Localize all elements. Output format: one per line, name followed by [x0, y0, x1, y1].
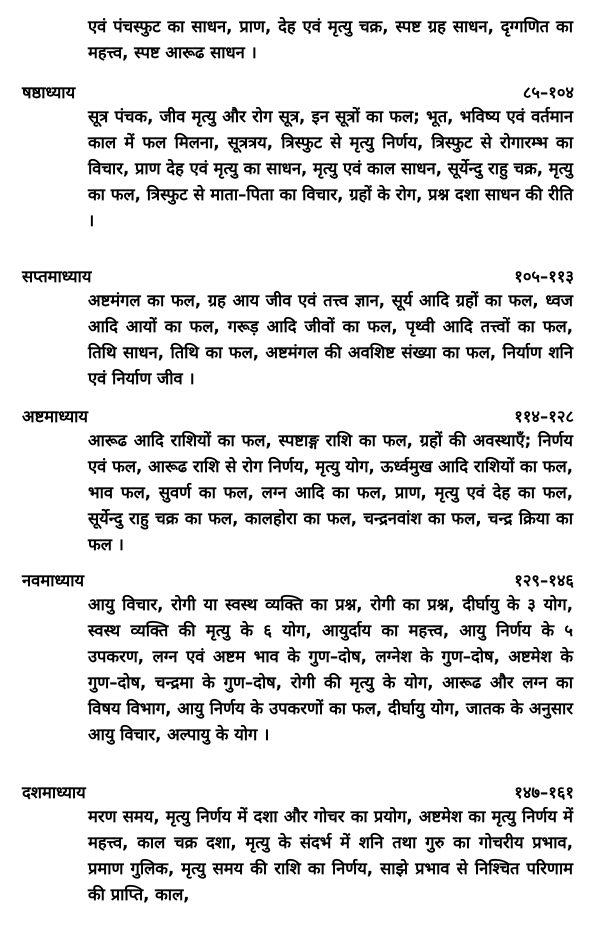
chapter-page-range: ८५–१०४	[522, 83, 574, 102]
chapter-title: षष्ठाध्याय	[22, 83, 76, 102]
chapter-heading	[0, 402, 600, 430]
chapter-contents: आयु विचार, रोगी या स्वस्थ व्यक्ति का प्रश्न, रोगी का प्रश्न, दीर्घायु के ३ योग, स्वस्थ व्यक्ति की मृत्यु के ६ योग, आयुर्दाय का महत्त्व, आयु निर्णय के ५ उपकरण, लग्न एवं अष्टम भाव के गुण–दोष, लग्नेश के गुण–दोष, अष्टमेश के गुण–दोष, चन्द्रमा के गुण–दोष, रोगी की मृत्यु के योग, आरूढ और लग्न का विषय विभाग, आयु निर्णय के उपकरणों का फल, दीर्घायु योग, जातक के अनुसार आयु विचार, अल्पायु के योग ।	[88, 595, 573, 744]
chapter-title: अष्टमाध्याय	[22, 407, 88, 426]
chapter-heading	[0, 78, 600, 106]
chapter-contents: सूत्र पंचक, जीव मृत्यु और रोग सूत्र, इन सूत्रों का फल; भूत, भविष्य एवं वर्तमान काल में फल मिलना, सूत्रत्रय, त्रिस्फुट से मृत्यु निर्णय, त्रिस्फुट से रोगारम्भ का विचार, प्राण देह एवं मृत्यु का साधन, मृत्यु एवं काल साधन, सूर्येन्दु राहु चक्र, मृत्यु का फल, त्रिस्फुट से माता–पिता का विचार, ग्रहों के रोग, प्रश्न दशा साधन की रीति ।	[88, 107, 573, 230]
intro-paragraph: एवं पंचस्फुट का साधन, प्राण, देह एवं मृत्यु चक्र, स्पष्ट ग्रह साधन, दृग्गणित का महत्त्व, स्पष्ट आरूढ साधन ।	[88, 17, 573, 62]
chapter-section-10	[0, 778, 600, 904]
chapter-heading	[0, 566, 600, 594]
chapter-section-8	[0, 402, 600, 554]
chapter-title: सप्तमाध्याय	[22, 267, 92, 286]
chapter-page-range: ११४–१२८	[514, 407, 574, 426]
chapter-heading	[0, 778, 600, 806]
chapter-page-range: १४७–१६१	[514, 783, 574, 802]
chapter-heading	[0, 262, 600, 290]
chapter-section-9	[0, 566, 600, 744]
chapter-contents: मरण समय, मृत्यु निर्णय में दशा और गोचर का प्रयोग, अष्टमेश का मृत्यु निर्णय में महत्त्व, काल चक्र दशा, मृत्यु के संदर्भ में शनि तथा गुरु का गोचरीय प्रभाव, प्रमाण गुलिक, मृत्यु समय की राशि का निर्णय, साझे प्रभाव से निश्चित परिणाम की प्राप्ति, काल,	[88, 807, 573, 904]
chapter-title: नवमाध्याय	[22, 571, 85, 590]
chapter-title: दशमाध्याय	[22, 783, 86, 802]
chapter-section-6	[0, 78, 600, 230]
chapter-page-range: १०५–११३	[514, 267, 574, 286]
chapter-contents: अष्टमंगल का फल, ग्रह आय जीव एवं तत्त्व ज्ञान, सूर्य आदि ग्रहों का फल, ध्वज आदि आयों का फल, गरूड़ आदि जीवों का फल, पृथ्वी आदि तत्त्वों का फल, तिथि साधन, तिथि का फल, अष्टमंगल की अवशिष्ट संख्या का फल, निर्याण शनि एवं निर्याण जीव ।	[88, 291, 573, 388]
chapter-contents: आरूढ आदि राशियों का फल, स्पष्टाङ्ग राशि का फल, ग्रहों की अवस्थाएँ; निर्णय एवं फल, आरूढ राशि से रोग निर्णय, मृत्यु योग, ऊर्ध्वमुख आदि राशियों का फल, भाव फल, सुवर्ण का फल, लग्न आदि का फल, प्राण, मृत्यु एवं देह का फल, सूर्येन्दु राहु चक्र का फल, कालहोरा का फल, चन्द्रनवांश का फल, चन्द्र क्रिया का फल ।	[88, 431, 573, 554]
chapter-page-range: १२९–१४६	[514, 571, 574, 590]
chapter-section-7	[0, 262, 600, 388]
